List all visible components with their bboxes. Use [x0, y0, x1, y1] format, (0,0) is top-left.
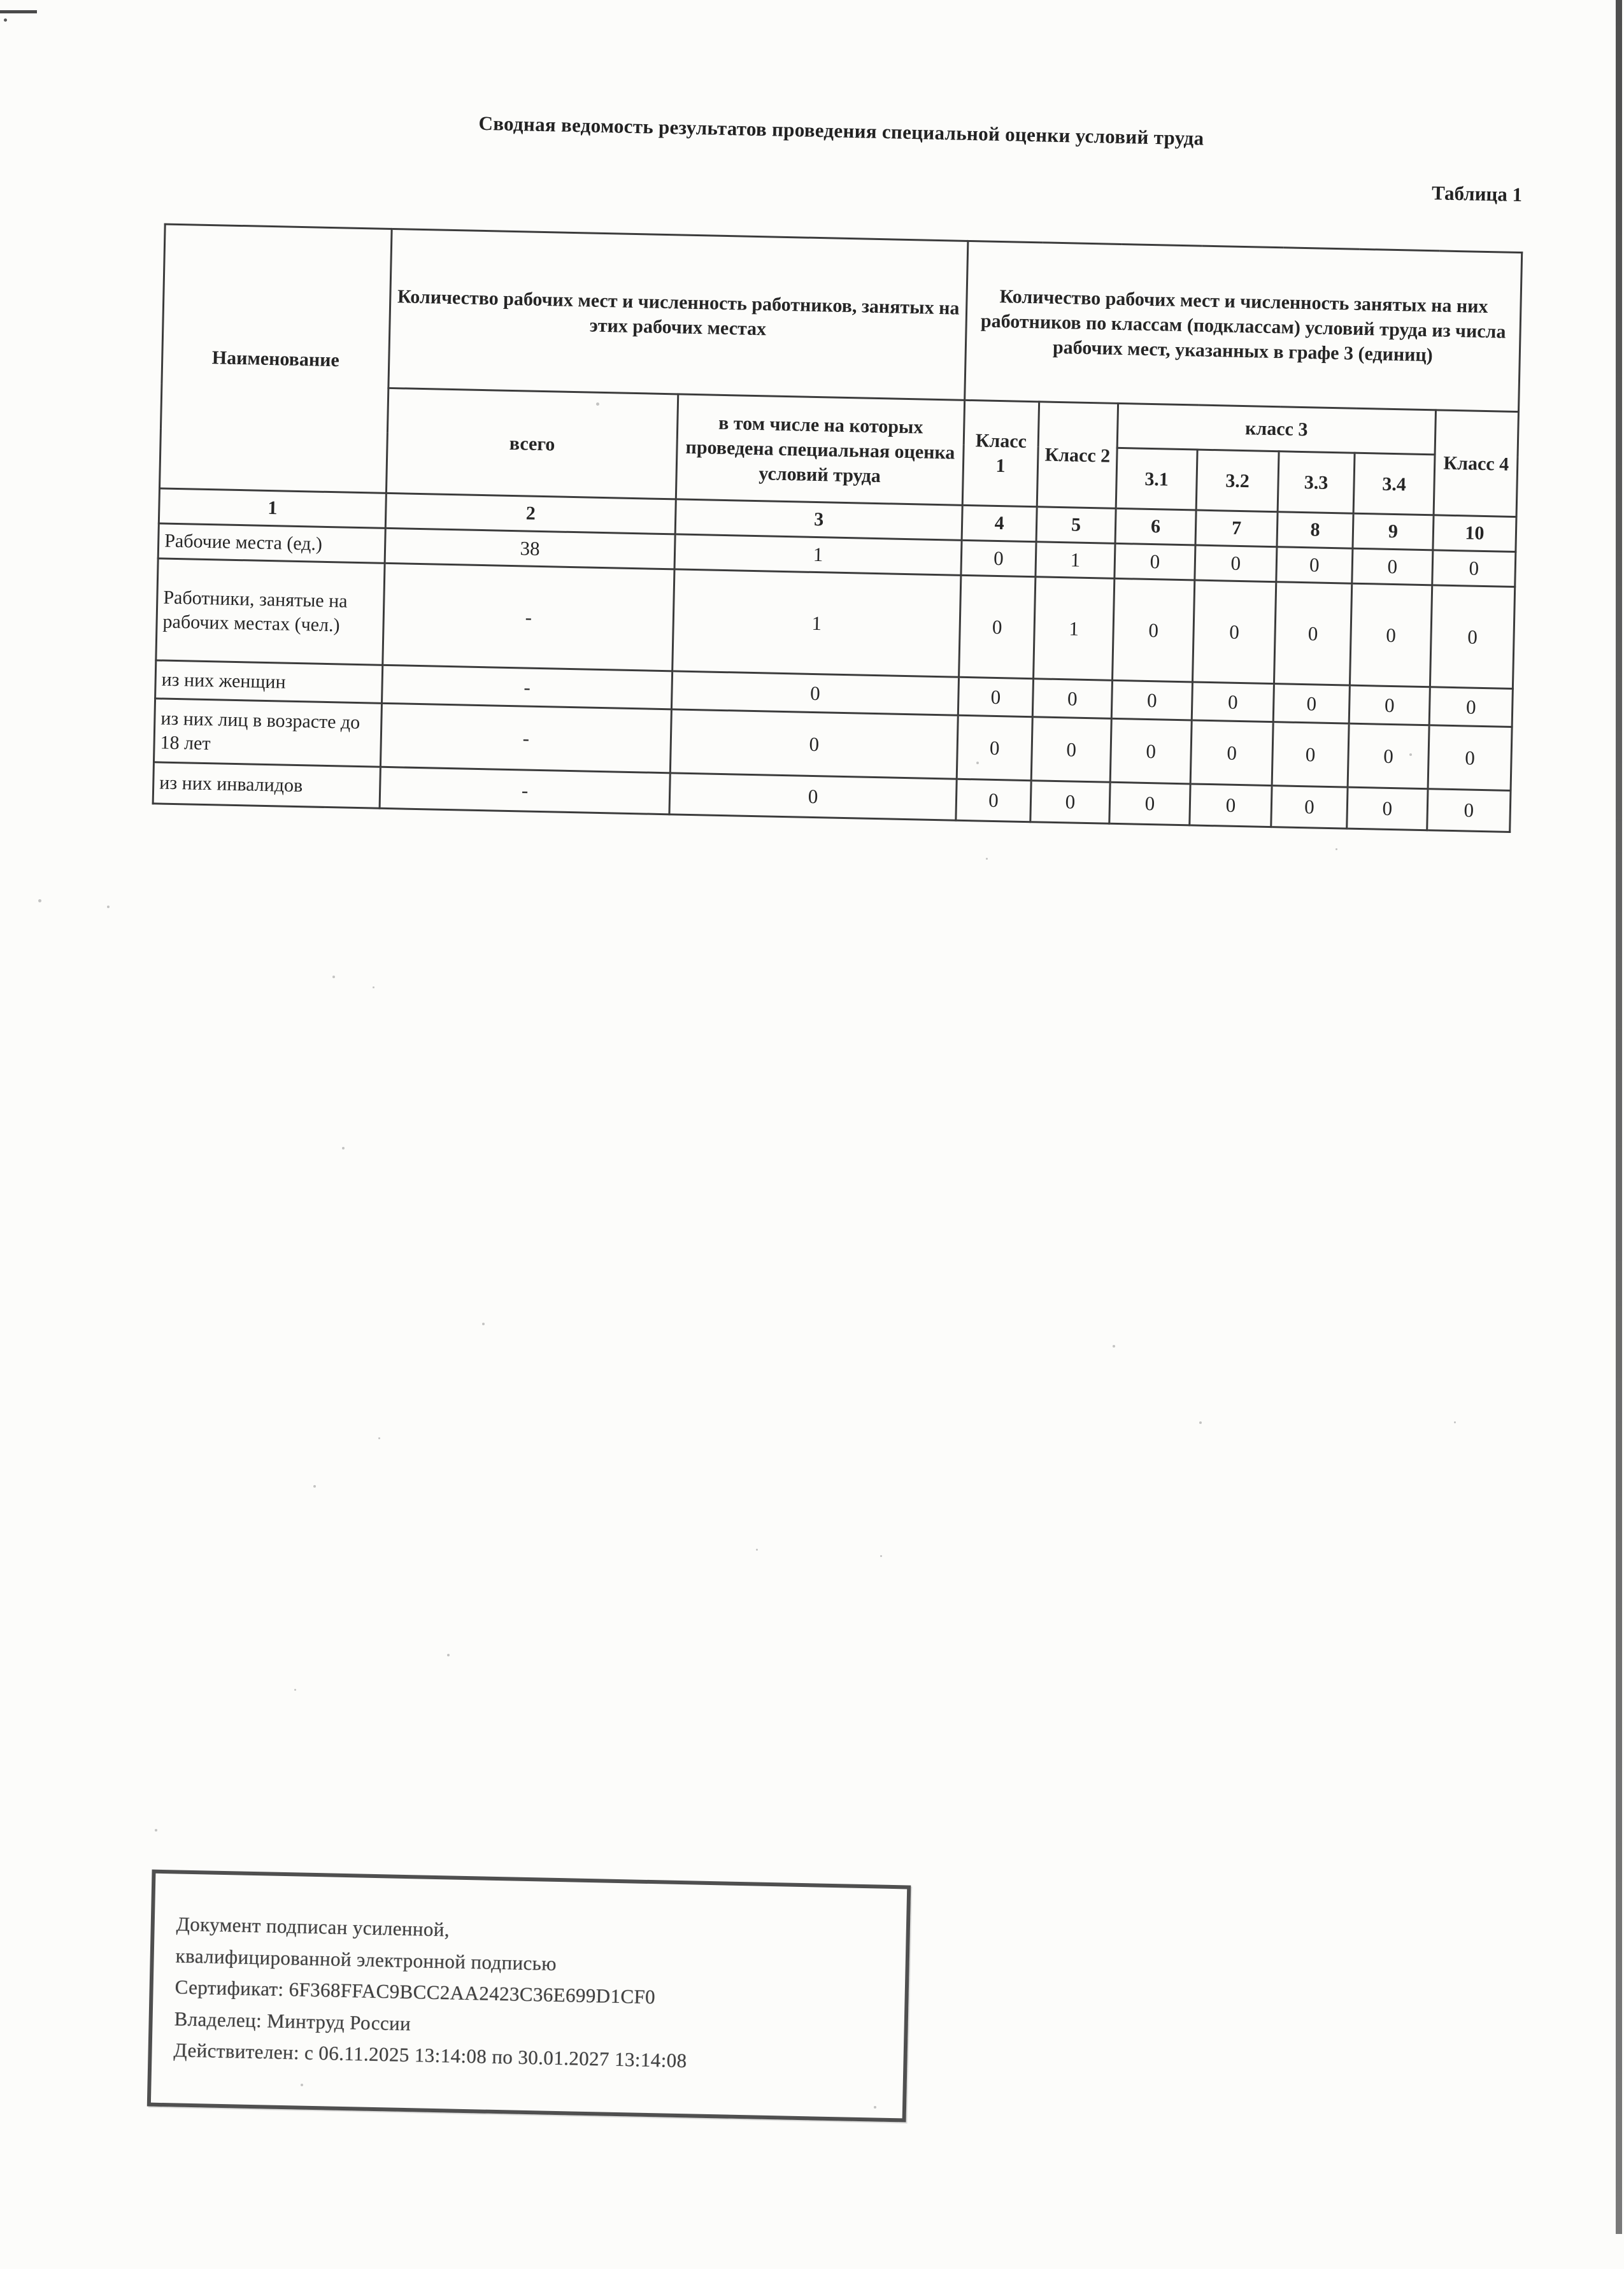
digital-signature-stamp	[147, 1870, 911, 2123]
value-cell: -	[380, 767, 670, 814]
row-label: Рабочие места (ед.)	[158, 523, 385, 563]
scan-speck	[447, 1654, 450, 1656]
scan-speck	[107, 906, 110, 908]
stamp-line: квалифицированной электронной подписью	[175, 1944, 557, 1975]
value-cell: -	[383, 563, 674, 671]
value-cell: 1	[1036, 542, 1115, 579]
scan-speck	[880, 1555, 882, 1557]
header-row-groups	[162, 224, 1522, 412]
scan-speck	[313, 1485, 316, 1488]
column-number: 10	[1433, 515, 1516, 552]
value-cell: 0	[1347, 787, 1428, 830]
value-cell: 0	[1192, 682, 1274, 722]
scan-speck	[596, 402, 599, 406]
scan-speck	[373, 986, 374, 988]
row-label: Работники, занятые на рабочих местах (чел.)	[156, 558, 385, 665]
scan-speck	[976, 762, 979, 764]
scan-speck	[1454, 1421, 1456, 1423]
value-cell: 0	[1430, 585, 1514, 689]
scan-corner-dot	[4, 18, 7, 22]
column-number: 4	[962, 505, 1037, 541]
header-class4: Класс 4	[1434, 410, 1519, 517]
column-number: 9	[1353, 513, 1434, 550]
value-cell: 0	[671, 671, 958, 715]
value-cell: 0	[959, 575, 1036, 678]
value-cell: 0	[1192, 580, 1276, 684]
header-group-right: Количество рабочих мест и численность занятых на них работников по классам (подклассам) условий труда из числа рабочих мест, указанных в графе 3 (единиц)	[965, 241, 1522, 411]
scan-speck	[874, 2106, 876, 2109]
row-label: из них лиц в возрасте до 18 лет	[153, 699, 381, 767]
value-cell: 0	[1115, 543, 1195, 580]
value-cell: 0	[1032, 679, 1112, 719]
header-group-left: Количество рабочих мест и численность работников, занятых на этих рабочих местах	[388, 229, 968, 400]
scan-corner-mark	[0, 10, 37, 13]
scan-speck	[1113, 1345, 1115, 1348]
value-cell: 0	[1272, 722, 1349, 787]
value-cell: 0	[1427, 789, 1511, 832]
souт-summary-table	[152, 223, 1523, 832]
stamp-line: Документ подписан усиленной,	[176, 1912, 450, 1941]
value-cell: -	[380, 703, 671, 773]
value-cell: 0	[1190, 784, 1272, 827]
value-cell: 0	[1350, 583, 1432, 687]
scan-speck	[482, 1323, 485, 1325]
document-title: Сводная ведомость результатов проведения специальной оценки условий труда	[478, 111, 1204, 150]
value-cell: 0	[1110, 718, 1192, 784]
value-cell: 1	[1034, 577, 1115, 681]
value-cell: 0	[669, 773, 957, 820]
scan-edge-strip	[1616, 0, 1622, 2234]
value-cell: 0	[1111, 680, 1192, 720]
value-cell: 0	[1352, 548, 1433, 585]
value-cell: 0	[1271, 786, 1348, 829]
header-assessed: в том числе на которых проведена специальная оценка условий труда	[676, 394, 964, 505]
scan-speck	[1199, 1421, 1202, 1424]
value-cell: 0	[1190, 720, 1273, 786]
column-number: 7	[1195, 510, 1278, 547]
column-number: 6	[1115, 508, 1196, 545]
value-cell: 0	[1428, 725, 1512, 791]
column-number: 5	[1036, 507, 1116, 544]
column-number: 2	[385, 493, 676, 534]
header-class3: класс 3	[1117, 403, 1435, 454]
header-name: Наименование	[159, 224, 392, 493]
table-caption: Таблица 1	[1431, 181, 1523, 206]
value-cell: 0	[956, 779, 1031, 822]
column-number: 3	[675, 499, 962, 540]
row-label: из них инвалидов	[153, 762, 380, 808]
value-cell: 0	[1031, 717, 1111, 783]
value-cell: 1	[674, 534, 962, 575]
header-class2: Класс 2	[1037, 402, 1118, 509]
stamp-line: Действителен: с 06.11.2025 13:14:08 по 30.01.2027 13:14:08	[173, 2038, 687, 2072]
value-cell: 0	[1030, 781, 1110, 824]
value-cell: 0	[1432, 550, 1516, 587]
scan-speck	[378, 1437, 380, 1439]
scan-speck	[155, 1829, 157, 1832]
header-subclass-3-4: 3.4	[1353, 453, 1435, 515]
scan-speck	[332, 976, 335, 978]
value-cell: 0	[670, 709, 958, 779]
value-cell: 0	[957, 715, 1032, 780]
value-cell: 0	[1274, 582, 1351, 685]
scan-speck	[38, 899, 41, 902]
header-subclass-3-1: 3.1	[1116, 448, 1197, 510]
column-number: 8	[1277, 512, 1353, 548]
header-class1: Класс 1	[962, 400, 1039, 506]
value-cell: 0	[1348, 723, 1429, 789]
value-cell: 0	[1349, 685, 1430, 725]
value-cell: 0	[958, 677, 1033, 716]
value-cell: 0	[1113, 578, 1195, 682]
value-cell: 1	[673, 569, 961, 677]
scan-speck	[756, 1549, 758, 1551]
value-cell: 0	[961, 540, 1036, 576]
value-cell: 0	[1195, 545, 1277, 582]
scan-speck	[294, 1689, 296, 1691]
header-subclass-3-3: 3.3	[1278, 452, 1355, 513]
value-cell: 0	[1273, 684, 1350, 723]
value-cell: 0	[1276, 547, 1353, 583]
scan-speck	[1336, 848, 1337, 850]
header-subclass-3-2: 3.2	[1196, 450, 1279, 512]
scan-speck	[342, 1147, 345, 1149]
value-cell: -	[382, 665, 673, 709]
scan-speck	[301, 2084, 303, 2086]
scan-speck	[986, 858, 988, 860]
column-number: 1	[159, 488, 386, 528]
stamp-line: Сертификат: 6F368FFAC9BCC2AA2423C36E699D1CF0	[175, 1975, 656, 2009]
value-cell: 38	[385, 528, 675, 569]
value-cell: 0	[1109, 782, 1190, 825]
header-total: всего	[386, 388, 678, 499]
value-cell: 0	[1429, 687, 1513, 727]
stamp-line: Владелец: Минтруд России	[174, 2007, 411, 2035]
scan-speck	[1409, 753, 1412, 756]
row-label: из них женщин	[155, 660, 383, 703]
